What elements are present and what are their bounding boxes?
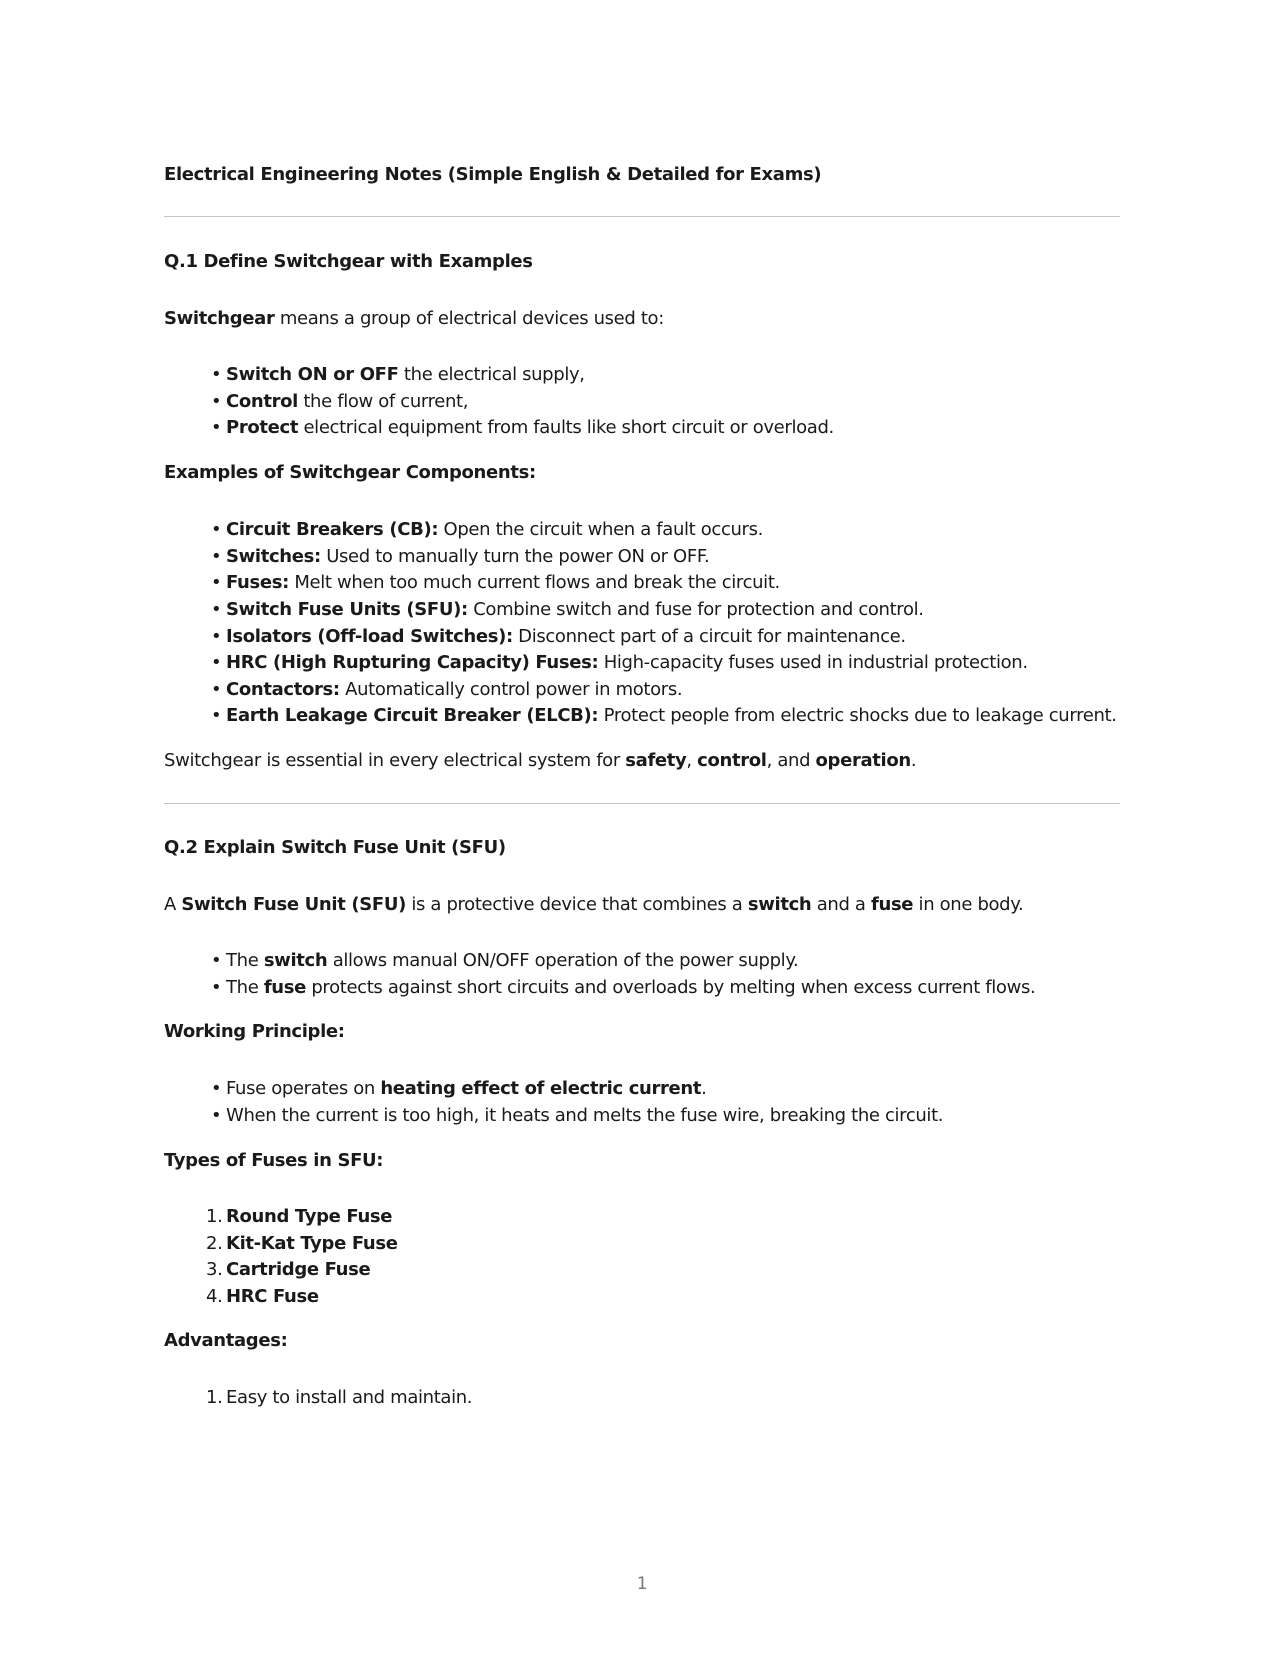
list-item: • When the current is too high, it heats and melts the fuse wire, breaking the circuit. (211, 1105, 944, 1126)
list-item: • Isolators (Off-load Switches): Disconnect part of a circuit for maintenance. (211, 626, 906, 647)
q2-intro: A Switch Fuse Unit (SFU) is a protective device that combines a switch and a fuse in one body. (164, 894, 1024, 915)
q1-conclusion: Switchgear is essential in every electrical system for safety, control, and operation. (164, 750, 917, 771)
list-item: • Switch Fuse Units (SFU): Combine switch and fuse for protection and control. (211, 599, 924, 620)
list-item: • Control the flow of current, (211, 391, 469, 412)
list-item: 1. Round Type Fuse (206, 1206, 393, 1227)
working-principle-heading: Working Principle: (164, 1021, 345, 1042)
examples-heading: Examples of Switchgear Components: (164, 462, 536, 483)
list-item: • The switch allows manual ON/OFF operation of the power supply. (211, 950, 799, 971)
q1-intro: Switchgear means a group of electrical devices used to: (164, 308, 664, 329)
list-item: 3. Cartridge Fuse (206, 1259, 371, 1280)
list-item: • Switches: Used to manually turn the power ON or OFF. (211, 546, 710, 567)
list-item: • Protect electrical equipment from faults like short circuit or overload. (211, 417, 834, 438)
list-item: • Fuse operates on heating effect of electric current. (211, 1078, 707, 1099)
list-item: • Circuit Breakers (CB): Open the circuit when a fault occurs. (211, 519, 763, 540)
section-divider (164, 216, 1120, 217)
list-item: • Earth Leakage Circuit Breaker (ELCB): Protect people from electric shocks due to leakage current. (211, 705, 1117, 726)
q1-heading: Q.1 Define Switchgear with Examples (164, 251, 533, 272)
fuse-types-heading: Types of Fuses in SFU: (164, 1150, 384, 1171)
advantages-heading: Advantages: (164, 1330, 288, 1351)
list-item: • Contactors: Automatically control power in motors. (211, 679, 683, 700)
list-item: 4. HRC Fuse (206, 1286, 319, 1307)
document-page (164, 0, 1120, 1656)
list-item: • HRC (High Rupturing Capacity) Fuses: High-capacity fuses used in industrial protection. (211, 652, 1028, 673)
list-item: • The fuse protects against short circuits and overloads by melting when excess current flows. (211, 977, 1036, 998)
list-item: 1. Easy to install and maintain. (206, 1387, 473, 1408)
document-title: Electrical Engineering Notes (Simple English & Detailed for Exams) (164, 164, 822, 185)
q2-heading: Q.2 Explain Switch Fuse Unit (SFU) (164, 837, 506, 858)
list-item: • Fuses: Melt when too much current flows and break the circuit. (211, 572, 780, 593)
list-item: 2. Kit-Kat Type Fuse (206, 1233, 398, 1254)
page-number: 1 (636, 1574, 648, 1594)
section-divider (164, 803, 1120, 804)
list-item: • Switch ON or OFF the electrical supply, (211, 364, 585, 385)
